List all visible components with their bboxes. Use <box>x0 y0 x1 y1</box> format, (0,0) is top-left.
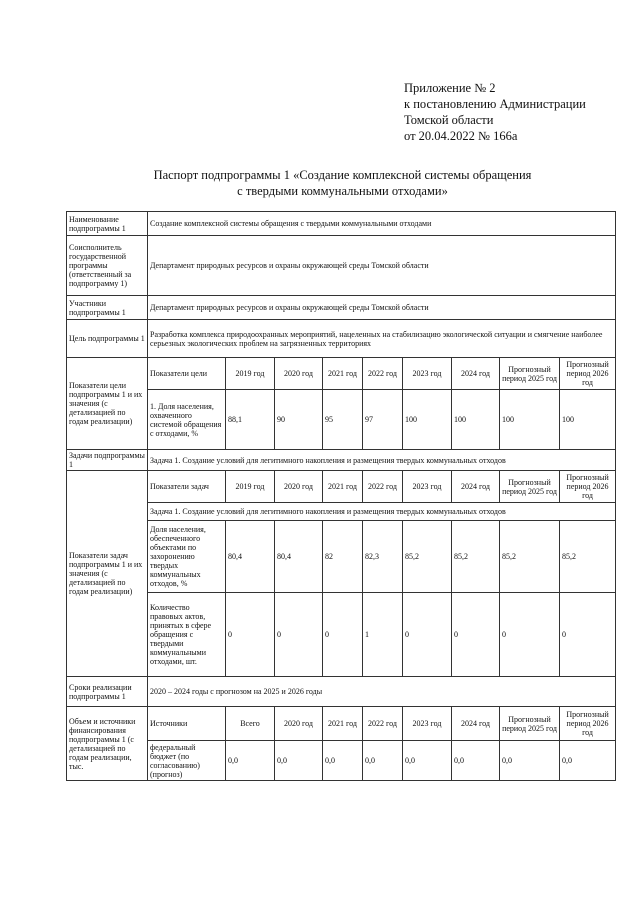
value-cell: 0 <box>560 593 616 677</box>
row-label: Сроки реализации подпрограммы 1 <box>67 677 148 707</box>
column-header: 2023 год <box>403 707 452 741</box>
value-cell: 0,0 <box>560 741 616 781</box>
value-cell: 0 <box>275 593 323 677</box>
row-label: Показатели цели подпрограммы 1 и их значения (с детализацией по годам реализации) <box>67 358 148 450</box>
passport-table <box>66 211 616 781</box>
row-label: Наименование подпрограммы 1 <box>67 212 148 236</box>
column-header: Прогнозный период 2025 год <box>500 471 560 503</box>
value-cell: 0 <box>323 593 363 677</box>
row-value: Создание комплексной системы обращения с твердыми коммунальными отходами <box>148 212 616 236</box>
value-cell: 1 <box>363 593 403 677</box>
source-name: федеральный бюджет (по согласованию) (прогноз) <box>148 741 226 781</box>
column-header: 2023 год <box>403 471 452 503</box>
row-label: Соисполнитель государственной программы (ответственный за подпрограмму 1) <box>67 236 148 296</box>
row-label: Показатели задач подпрограммы 1 и их значения (с детализацией по годам реализации) <box>67 471 148 677</box>
column-header: Прогнозный период 2026 год <box>560 471 616 503</box>
table-row <box>67 296 616 320</box>
column-header: Прогнозный период 2026 год <box>560 707 616 741</box>
value-cell: 85,2 <box>452 521 500 593</box>
column-header: 2021 год <box>323 707 363 741</box>
row-value: Разработка комплекса природоохранных мероприятий, нацеленных на стабилизацию экологической ситуации и смягчение наиболее серьезных экологических проблем на загрязненных территориях <box>148 320 616 358</box>
value-cell: 0,0 <box>500 741 560 781</box>
title-line: Паспорт подпрограммы 1 «Создание комплексной системы обращения <box>153 168 532 182</box>
value-cell: 0,0 <box>452 741 500 781</box>
column-header: 2024 год <box>452 471 500 503</box>
value-cell: 0,0 <box>323 741 363 781</box>
table-row <box>67 358 616 390</box>
column-header: Прогнозный период 2025 год <box>500 358 560 390</box>
value-cell: 100 <box>452 390 500 450</box>
column-header: 2020 год <box>275 707 323 741</box>
value-cell: 80,4 <box>275 521 323 593</box>
table-row <box>67 741 616 781</box>
column-header: Прогнозный период 2025 год <box>500 707 560 741</box>
row-value: 2020 – 2024 годы с прогнозом на 2025 и 2026 годы <box>148 677 616 707</box>
row-label: Задачи подпрограммы 1 <box>67 450 148 471</box>
value-cell: 0,0 <box>226 741 275 781</box>
column-header: 2022 год <box>363 471 403 503</box>
table-row <box>67 390 616 450</box>
value-cell: 97 <box>363 390 403 450</box>
table-row <box>67 503 616 521</box>
column-header: 2019 год <box>226 471 275 503</box>
column-header: 2022 год <box>363 358 403 390</box>
column-header: 2020 год <box>275 471 323 503</box>
value-cell: 90 <box>275 390 323 450</box>
row-label: Объем и источники финансирования подпрограммы 1 (с детализацией по годам реализации, тыс. <box>67 707 148 781</box>
appendix-line: Приложение № 2 <box>404 81 496 95</box>
column-header: Прогнозный период 2026 год <box>560 358 616 390</box>
value-cell: 0,0 <box>363 741 403 781</box>
value-cell: 95 <box>323 390 363 450</box>
value-cell: 0 <box>500 593 560 677</box>
column-header: Источники <box>148 707 226 741</box>
table-row <box>67 212 616 236</box>
column-header: 2024 год <box>452 358 500 390</box>
value-cell: 88,1 <box>226 390 275 450</box>
task-title: Задача 1. Создание условий для легитимного накопления и размещения твердых коммунальных отходов <box>148 503 616 521</box>
indicator-name: 1. Доля населения, охваченного системой обращения с отходами, % <box>148 390 226 450</box>
appendix-line: Томской области <box>404 113 494 127</box>
column-header: 2020 год <box>275 358 323 390</box>
appendix-header <box>404 80 586 144</box>
value-cell: 82,3 <box>363 521 403 593</box>
value-cell: 0 <box>226 593 275 677</box>
table-row <box>67 593 616 677</box>
value-cell: 0,0 <box>275 741 323 781</box>
value-cell: 100 <box>500 390 560 450</box>
column-header: 2019 год <box>226 358 275 390</box>
table-row <box>67 236 616 296</box>
table-row <box>67 521 616 593</box>
page-title <box>70 167 615 199</box>
value-cell: 82 <box>323 521 363 593</box>
column-header: Показатели цели <box>148 358 226 390</box>
value-cell: 0,0 <box>403 741 452 781</box>
column-header: Показатели задач <box>148 471 226 503</box>
value-cell: 0 <box>452 593 500 677</box>
table-row <box>67 707 616 741</box>
table-row <box>67 450 616 471</box>
appendix-line: к постановлению Администрации <box>404 97 586 111</box>
value-cell: 85,2 <box>500 521 560 593</box>
appendix-line: от 20.04.2022 № 166а <box>404 129 518 143</box>
value-cell: 0 <box>403 593 452 677</box>
table-row <box>67 471 616 503</box>
value-cell: 100 <box>403 390 452 450</box>
column-header: 2021 год <box>323 471 363 503</box>
value-cell: 100 <box>560 390 616 450</box>
value-cell: 80,4 <box>226 521 275 593</box>
row-value: Задача 1. Создание условий для легитимного накопления и размещения твердых коммунальных отходов <box>148 450 616 471</box>
row-label: Цель подпрограммы 1 <box>67 320 148 358</box>
table-row <box>67 677 616 707</box>
value-cell: 85,2 <box>403 521 452 593</box>
value-cell: 85,2 <box>560 521 616 593</box>
indicator-name: Доля населения, обеспеченного объектами по захоронению твердых коммунальных отходов, % <box>148 521 226 593</box>
row-value: Департамент природных ресурсов и охраны окружающей среды Томской области <box>148 236 616 296</box>
row-value: Департамент природных ресурсов и охраны окружающей среды Томской области <box>148 296 616 320</box>
column-header: 2021 год <box>323 358 363 390</box>
column-header: 2022 год <box>363 707 403 741</box>
column-header: Всего <box>226 707 275 741</box>
table-row <box>67 320 616 358</box>
title-line: с твердыми коммунальными отходами» <box>237 184 448 198</box>
column-header: 2024 год <box>452 707 500 741</box>
indicator-name: Количество правовых актов, принятых в сфере обращения с твердыми коммунальными отходами, шт. <box>148 593 226 677</box>
row-label: Участники подпрограммы 1 <box>67 296 148 320</box>
column-header: 2023 год <box>403 358 452 390</box>
